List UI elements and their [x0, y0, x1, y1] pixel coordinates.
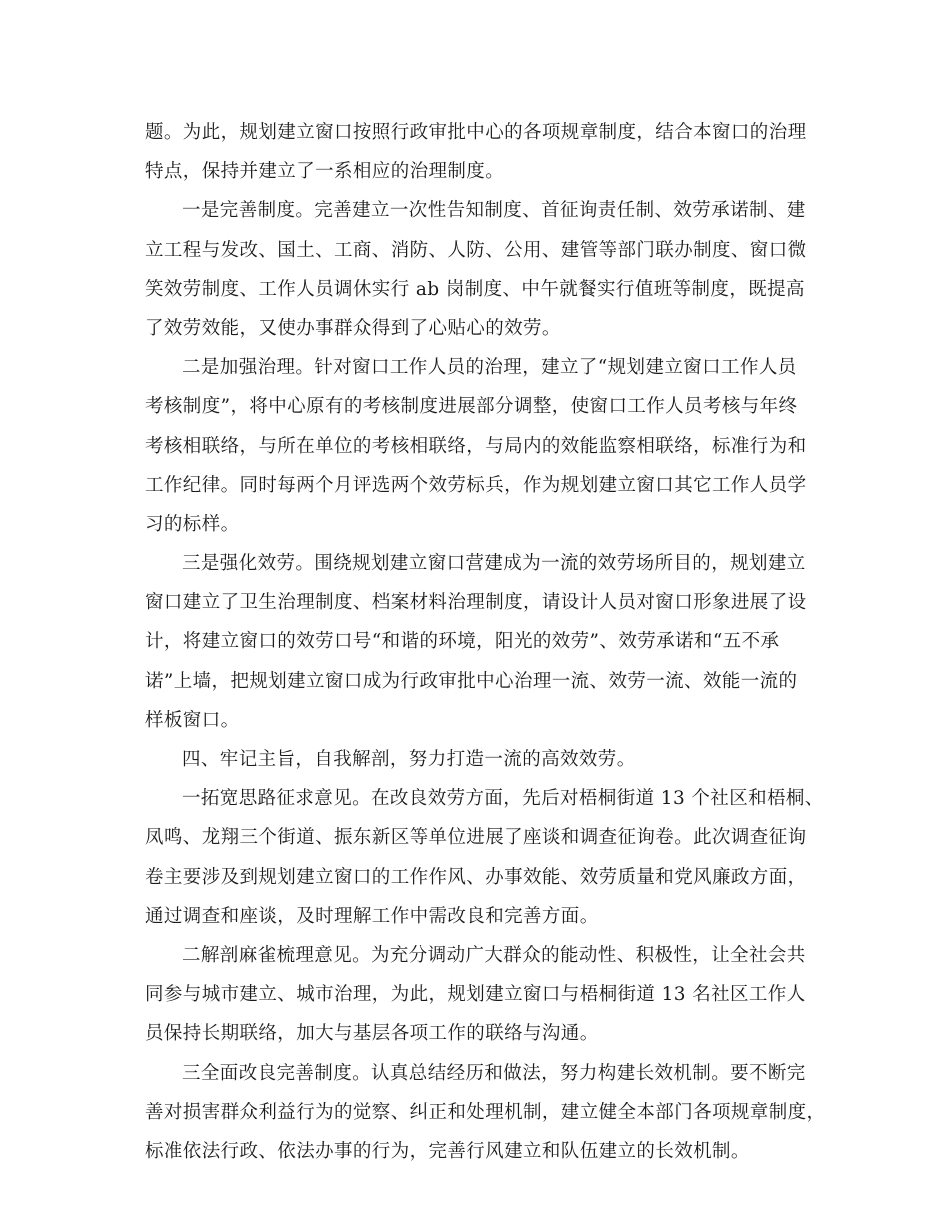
text-line: 三是强化效劳。围绕规划建立窗口营建成为一流的效劳场所目的，规划建立	[182, 553, 806, 575]
text-line: 善对损害群众利益行为的觉察、纠正和处理机制，建立健全本部门各项规章制度，	[145, 1101, 826, 1123]
text-line: 立工程与发改、国土、工商、消防、人防、公用、建管等部门联办制度、窗口微	[145, 239, 807, 261]
text-line: 二解剖麻雀梳理意见。为充分调动广大群众的能动性、积极性，让全社会共	[182, 944, 806, 966]
text-line: 通过调查和座谈，及时理解工作中需改良和完善方面。	[145, 905, 599, 927]
document-body	[145, 113, 826, 1171]
text-line: 四、牢记主旨，自我解剖，努力打造一流的高效效劳。	[182, 749, 636, 770]
text-line: 样板窗口。	[145, 709, 240, 731]
paragraph	[145, 936, 811, 1054]
text-line: 二是加强治理。针对窗口工作人员的治理，建立了“规划建立窗口工作人员	[182, 357, 797, 379]
text-line: 计，将建立窗口的效劳口号“和谐的环境，阳光的效劳”、效劳承诺和“五不承	[145, 631, 780, 653]
paragraph	[145, 113, 811, 191]
paragraph	[145, 1054, 826, 1172]
text-line: 笑效劳制度、工作人员调休实行 ab 岗制度、中午就餐实行值班等制度，既提高	[145, 278, 805, 300]
text-line: 窗口建立了卫生治理制度、档案材料治理制度，请设计人员对窗口形象进展了设	[145, 592, 807, 614]
text-line: 考核制度”，将中心原有的考核制度进展部分调整，使窗口工作人员考核与年终	[145, 396, 798, 418]
text-line: 题。为此，规划建立窗口按照行政审批中心的各项规章制度，结合本窗口的治理	[145, 122, 807, 143]
paragraph	[145, 191, 811, 348]
text-line: 工作纪律。同时每两个月评选两个效劳标兵，作为规划建立窗口其它工作人员学	[145, 474, 807, 496]
text-line: 凤鸣、龙翔三个街道、振东新区等单位进展了座谈和调查征询卷。此次调查征询	[145, 827, 807, 849]
text-line: 三全面改良完善制度。认真总结经历和做法，努力构建长效机制。要不断完	[182, 1062, 806, 1084]
paragraph	[145, 544, 811, 740]
text-line: 特点，保持并建立了一系相应的治理制度。	[145, 161, 505, 183]
text-line: 了效劳效能，又使办事群众得到了心贴心的效劳。	[145, 317, 561, 339]
paragraph	[145, 779, 824, 936]
text-line: 一拓宽思路征求意见。在改良效劳方面，先后对梧桐街道 13 个社区和梧桐、	[182, 788, 824, 810]
text-line: 同参与城市建立、城市治理，为此，规划建立窗口与梧桐街道 13 名社区工作人	[145, 984, 806, 1006]
text-line: 卷主要涉及到规划建立窗口的工作作风、办事效能、效劳质量和党风廉政方面，	[145, 866, 807, 888]
text-line: 诺”上墙，把规划建立窗口成为行政审批中心治理一流、效劳一流、效能一流的	[145, 670, 798, 692]
paragraph	[145, 348, 811, 544]
paragraph	[145, 740, 811, 779]
text-line: 一是完善制度。完善建立一次性告知制度、首征询责任制、效劳承诺制、建	[182, 200, 806, 222]
text-line: 考核相联络，与所在单位的考核相联络，与局内的效能监察相联络，标准行为和	[145, 435, 807, 457]
text-line: 习的标样。	[145, 513, 240, 535]
text-line: 标准依法行政、依法办事的行为，完善行风建立和队伍建立的长效机制。	[145, 1140, 750, 1162]
text-line: 员保持长期联络，加大与基层各项工作的联络与沟通。	[145, 1023, 599, 1045]
